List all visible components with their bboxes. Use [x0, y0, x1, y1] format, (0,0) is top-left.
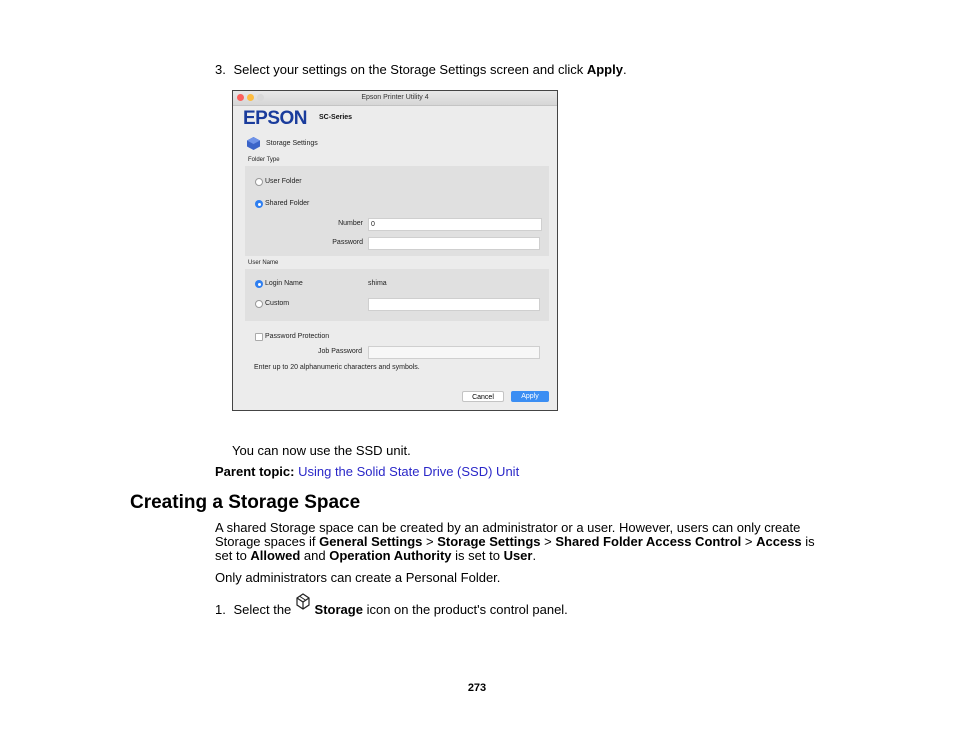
password-label: Password [332, 239, 363, 246]
user-name-panel [245, 269, 549, 321]
login-name-radio[interactable] [255, 280, 263, 288]
step-3: 3. Select your settings on the Storage Settings screen and click Apply. [215, 62, 627, 77]
login-name-value: shima [368, 280, 387, 287]
shared-folder-label: Shared Folder [265, 200, 310, 207]
cancel-button[interactable]: Cancel [462, 391, 504, 402]
intro-line-3: set to Allowed and Operation Authority is set to User. [215, 548, 537, 563]
custom-name-field[interactable] [368, 298, 540, 311]
user-folder-radio[interactable] [255, 178, 263, 186]
number-field[interactable]: 0 [368, 218, 542, 231]
parent-topic: Parent topic: Using the Solid State Drive (SSD) Unit [215, 464, 520, 479]
number-label: Number [338, 220, 363, 227]
folder-type-panel [245, 166, 549, 256]
section-heading: Creating a Storage Space [130, 492, 361, 513]
admin-note: Only administrators can create a Personal Folder. [215, 570, 501, 585]
window-titlebar [233, 91, 557, 106]
hint-text: Enter up to 20 alphanumeric characters and symbols. [254, 364, 420, 371]
login-name-label: Login Name [265, 280, 303, 287]
shared-folder-radio[interactable] [255, 200, 263, 208]
window-title: Epson Printer Utility 4 [361, 94, 429, 101]
folder-type-label: Folder Type [248, 157, 280, 163]
parent-topic-link[interactable]: Using the Solid State Drive (SSD) Unit [298, 464, 520, 479]
step-1: 1. Select the Storage icon on the product's control panel. [215, 598, 568, 617]
epson-logo: EPSON [243, 108, 308, 129]
password-protection-checkbox[interactable] [255, 333, 263, 341]
custom-label: Custom [265, 300, 290, 307]
job-password-label: Job Password [318, 348, 362, 355]
password-protection-label: Password Protection [265, 333, 330, 340]
job-password-field[interactable] [368, 346, 540, 359]
apply-button[interactable]: Apply [511, 391, 549, 402]
storage-icon [295, 592, 311, 610]
user-name-label: User Name [248, 260, 279, 266]
intro-line-2: Storage spaces if General Settings > Storage Settings > Shared Folder Access Control > Access is [215, 534, 815, 549]
model-name: SC-Series [319, 114, 353, 121]
storage-settings-screenshot [232, 90, 558, 411]
result-text: You can now use the SSD unit. [232, 443, 411, 458]
user-folder-label: User Folder [265, 178, 302, 185]
storage-icon [247, 137, 260, 150]
section-title: Storage Settings [266, 140, 318, 147]
password-field[interactable] [368, 237, 540, 250]
page-number: 273 [467, 682, 487, 694]
intro-line-1: A shared Storage space can be created by an administrator or a user. However, users can only create [215, 520, 801, 535]
custom-radio[interactable] [255, 300, 263, 308]
